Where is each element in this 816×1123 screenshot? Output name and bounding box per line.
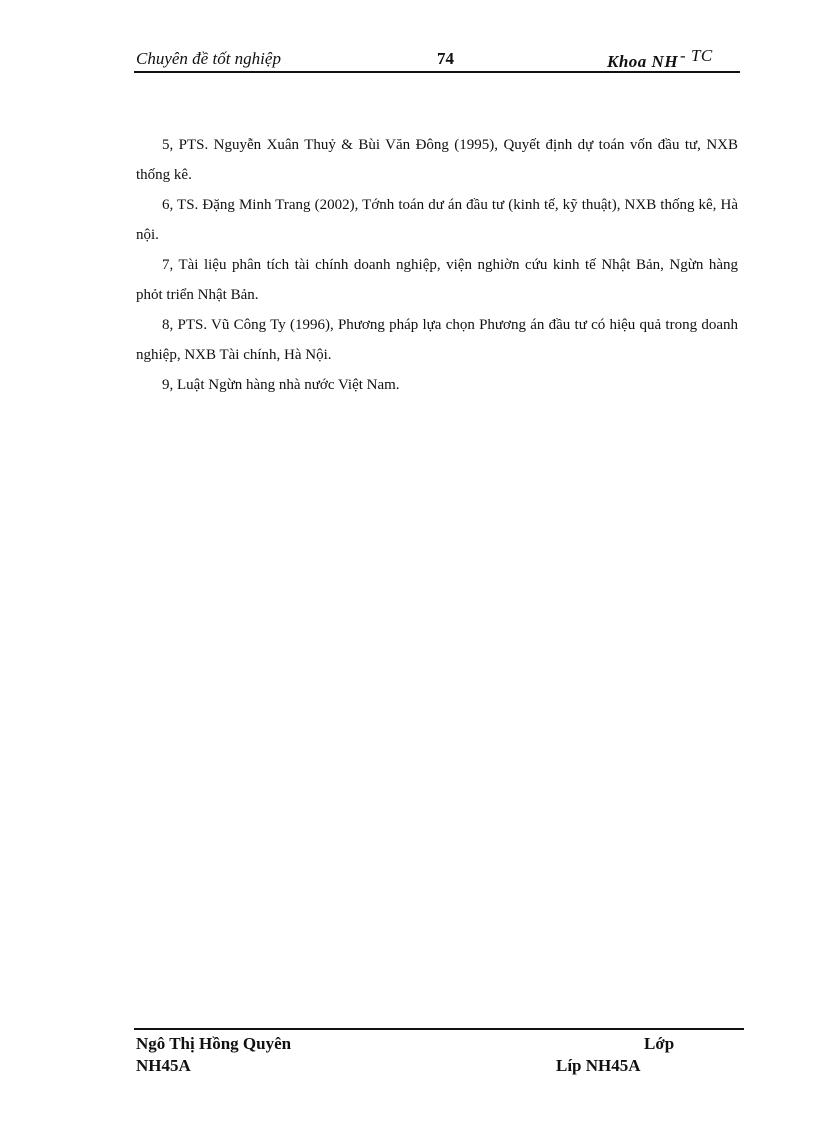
header-title: Chuyên đề tốt nghiệp [136, 49, 281, 68]
reference-list [136, 130, 738, 400]
reference-item: 6, TS. Đặng Minh Trang (2002), Tớnh toán dư án đầu tư (kinh tế, kỹ thuật), NXB thống kê, Hà nội. [136, 197, 738, 243]
department-name: Khoa NH [607, 52, 679, 71]
department-suffix: - TC [680, 46, 713, 65]
reference-item: 7, Tài liệu phân tích tài chính doanh nghiệp, viện nghiờn cứu kinh tế Nhật Bản, Ngừn hàng phỏt triển Nhật Bản. [136, 257, 738, 303]
header-rule [134, 71, 740, 73]
footer-class-code: NH45A [136, 1056, 191, 1075]
reference-item: 5, PTS. Nguyễn Xuân Thuỷ & Bùi Văn Đông (1995), Quyết định dự toán vốn đầu tư, NXB thống kê. [136, 137, 738, 183]
reference-item: 8, PTS. Vũ Công Ty (1996), Phương pháp lựa chọn Phương án đầu tư có hiệu quả trong doanh nghiệp, NXB Tài chính, Hà Nội. [136, 317, 738, 363]
page-number: 74 [437, 49, 454, 68]
reference-item: 9, Luật Ngừn hàng nhà nước Việt Nam. [162, 377, 400, 393]
footer-rule [134, 1028, 744, 1030]
footer-class-label: Lớp [644, 1034, 675, 1053]
header-department [607, 46, 713, 72]
footer-author: Ngô Thị Hồng Quyên [136, 1034, 292, 1053]
footer-class-full: Líp NH45A [556, 1056, 641, 1075]
